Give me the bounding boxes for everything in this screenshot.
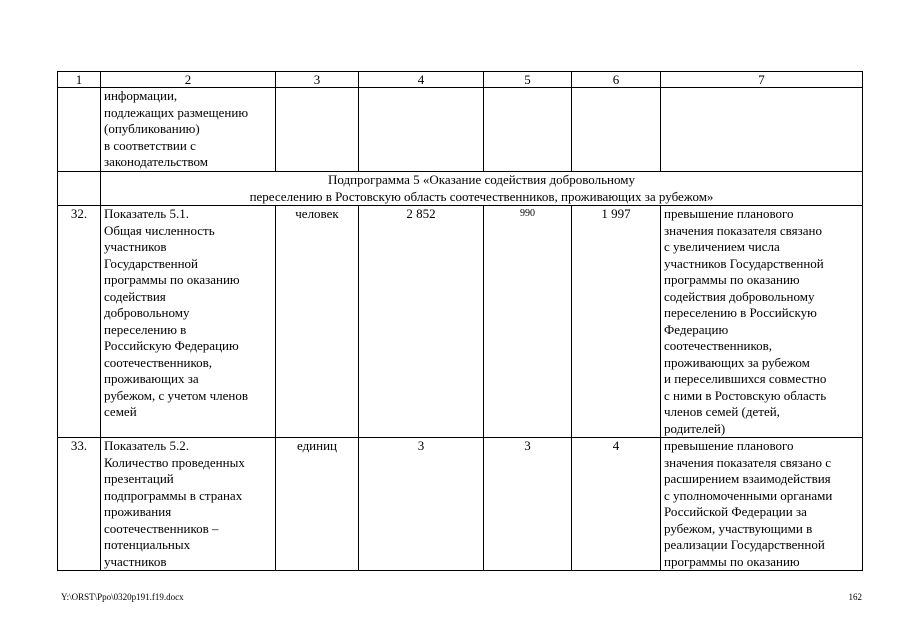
cell-value-4 bbox=[359, 88, 484, 172]
value-col-4: 2 852 bbox=[359, 206, 484, 438]
table-row bbox=[58, 206, 863, 438]
col-header-1: 1 bbox=[58, 72, 101, 88]
indicator-table bbox=[57, 71, 863, 571]
table-row bbox=[58, 438, 863, 571]
cell-name bbox=[101, 88, 276, 172]
page-number: 162 bbox=[848, 592, 862, 602]
table-row-continued bbox=[58, 88, 863, 172]
subprogram-title bbox=[101, 172, 863, 206]
indicator-name bbox=[101, 438, 276, 571]
deviation-note bbox=[661, 438, 863, 571]
cell-num bbox=[58, 172, 101, 206]
file-path: Y:\ORST\Ppo\0320p191.f19.docx bbox=[61, 592, 184, 602]
value-col-5: 990 bbox=[484, 206, 572, 438]
deviation-note-text: превышение планового значения показателя связано с увеличением числа участников Государственной программы по оказанию содействия добровольному переселению в Российскую Федерацию соотечественников, проживающих за рубежом и переселившихся совместно с ними в Ростовскую область членов семей (детей, родителей) bbox=[664, 206, 827, 436]
indicator-name-text: Показатель 5.1. Общая численность участников Государственной программы по оказанию содействия добровольному переселению в Российскую Федерацию соотечественников, проживающих за рубежом, с учетом членов семей bbox=[104, 206, 248, 419]
col-header-6: 6 bbox=[572, 72, 661, 88]
col-header-7: 7 bbox=[661, 72, 863, 88]
subprogram-row bbox=[58, 172, 863, 206]
column-number-row bbox=[58, 72, 863, 88]
value-col-4: 3 bbox=[359, 438, 484, 571]
col-header-5: 5 bbox=[484, 72, 572, 88]
value-col-6: 4 bbox=[572, 438, 661, 571]
cell-num bbox=[58, 88, 101, 172]
cell-note bbox=[661, 88, 863, 172]
col-header-4: 4 bbox=[359, 72, 484, 88]
cell-value-5 bbox=[484, 88, 572, 172]
unit: единиц bbox=[276, 438, 359, 571]
deviation-note-text: превышение планового значения показателя связано с расширением взаимодействия с уполномоченными органами Российской Федерации за рубежом, участвующими в реализации Государственной программы по оказанию bbox=[664, 438, 833, 569]
subprogram-title-text: Подпрограмма 5 «Оказание содействия добровольному переселению в Ростовскую область соотечественников, проживающих за рубежом» bbox=[249, 172, 714, 204]
row-number: 33. bbox=[58, 438, 101, 571]
row-number: 32. bbox=[58, 206, 101, 438]
col-header-2: 2 bbox=[101, 72, 276, 88]
value-col-6: 1 997 bbox=[572, 206, 661, 438]
cell-name-text: информации, подлежащих размещению (опубликованию) в соответствии с законодательством bbox=[104, 88, 249, 169]
cell-unit bbox=[276, 88, 359, 172]
unit: человек bbox=[276, 206, 359, 438]
deviation-note bbox=[661, 206, 863, 438]
cell-value-6 bbox=[572, 88, 661, 172]
col-header-3: 3 bbox=[276, 72, 359, 88]
value-col-5: 3 bbox=[484, 438, 572, 571]
indicator-name bbox=[101, 206, 276, 438]
indicator-name-text: Показатель 5.2. Количество проведенных презентаций подпрограммы в странах проживания соотечественников – потенциальных участников bbox=[104, 438, 245, 569]
